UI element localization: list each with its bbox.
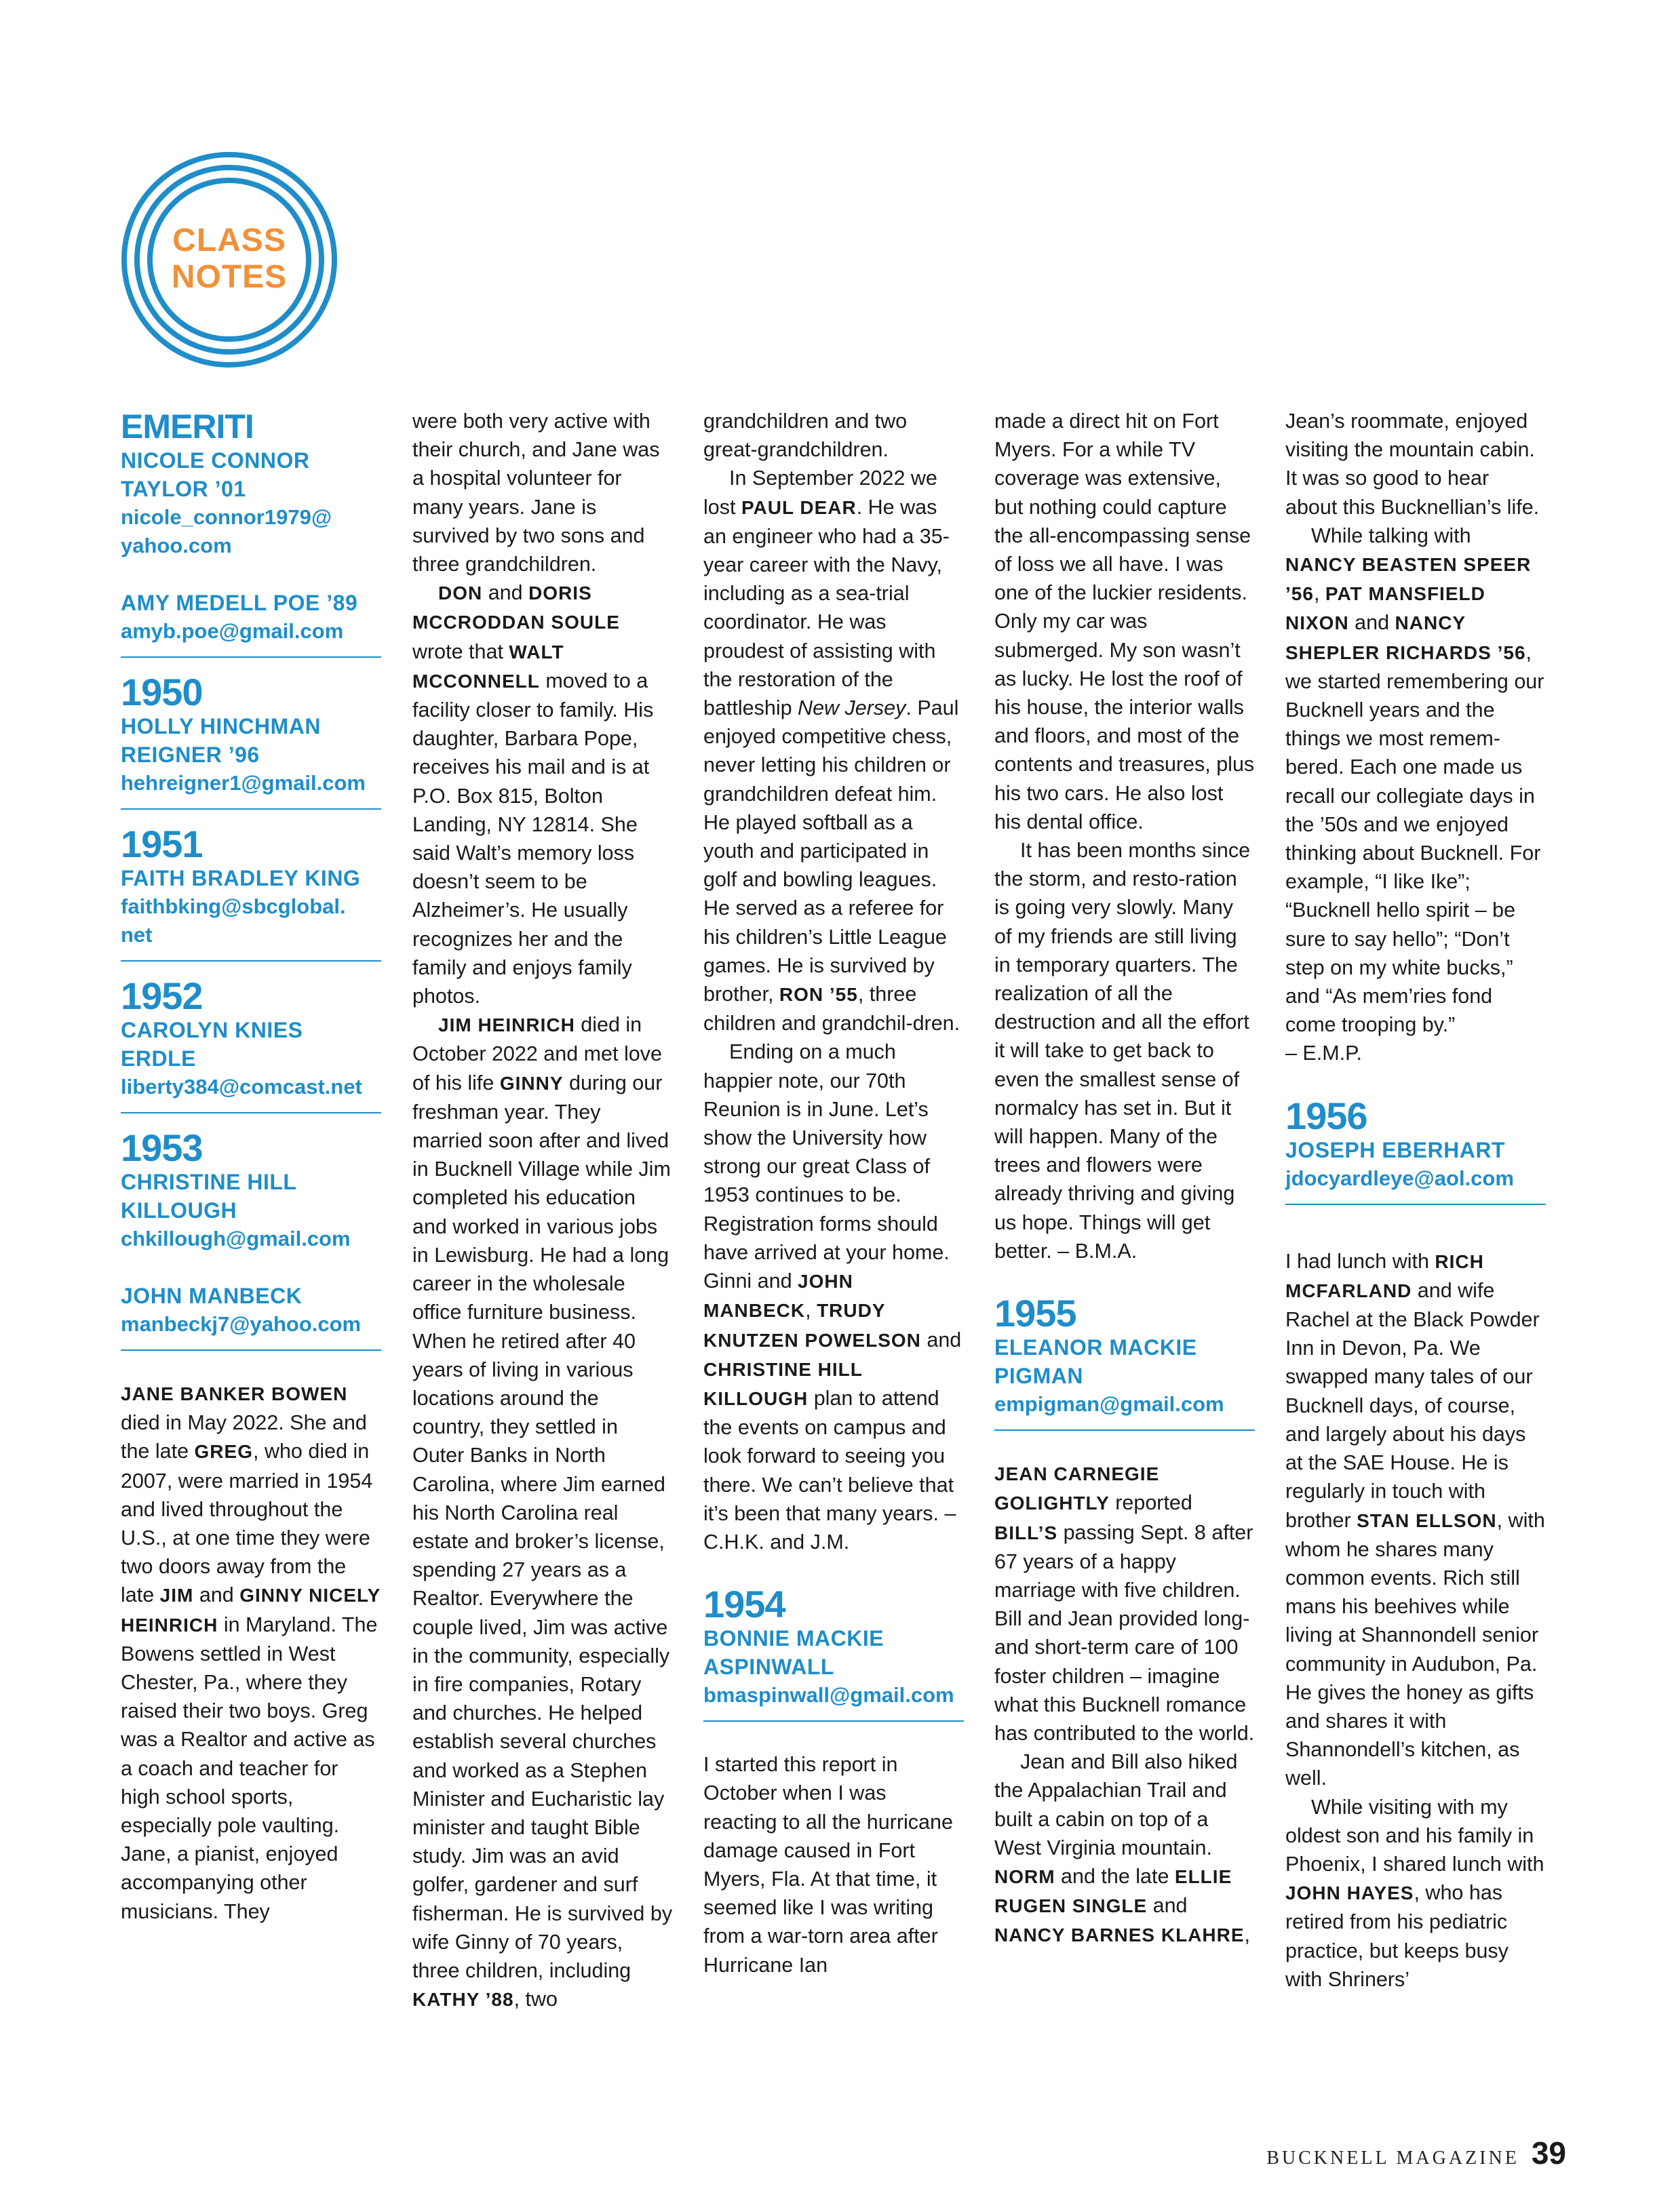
body-paragraph [412,578,673,1010]
person-name: JANE BANKER BOWEN [121,1383,348,1404]
body-text: Ending on a much happier note, our 70th Reunion is in June. Let’s show the University how strong our great Class of 1953 continues to be. Registration forms should have arrived at your home. Ginni and [703,1040,950,1293]
contact-name: CHRISTINE HILL KILLOUGH [121,1170,296,1223]
person-name: NANCY SHEPLER RICHARDS ’56 [1285,612,1526,663]
contact-name: FAITH BRADLEY KING [121,866,361,890]
class-notes-logo [121,151,338,368]
body-text: and the late [1055,1864,1175,1888]
contact-email[interactable]: nicole_connor1979@ yahoo.com [121,505,332,557]
person-name: TRUDY KNUTZEN POWELSON [703,1300,921,1351]
logo-line-1: CLASS [172,222,286,258]
person-name: RICH MCFARLAND [1285,1250,1484,1301]
person-name: GREG [194,1441,253,1463]
body-text: died in October 2022 and met love of his life [412,1013,662,1094]
body-paragraph [703,407,964,464]
body-text: In September 2022 we lost [703,467,937,519]
body-text: made a direct hit on Fort Myers. For a while TV coverage was extensive, but nothing could capture the all-encompassing sense of loss we all have. I was one of the luckier residents. Only my car was submerged. My son wasn’t as lucky. He lost the roof of his house, the interior walls and floors, and most of the contents and treasures, plus his two cars. He also lost his dental office. [994,410,1255,833]
body-text: plan to attend the events on campus and look forward to seeing you there. We can’t believe that it’s been that many years. – C.H.K. and J.M. [703,1386,956,1554]
class-year-heading: 1950 [121,671,203,713]
body-paragraph [412,407,673,578]
body-paragraph [703,1038,964,1556]
class-year-heading: 1956 [1285,1094,1367,1137]
body-paragraph [1285,1793,1546,1994]
section-divider [121,960,381,962]
person-name: GINNY [499,1072,564,1094]
person-name: JEAN CARNEGIE GOLIGHTLY [994,1463,1160,1514]
contact-name: JOSEPH EBERHART [1285,1137,1505,1162]
class-year-heading: 1954 [703,1583,785,1626]
body-text: were both very active with their church, and Jane was a hospital volunteer for many years. Jane is survived by two sons and three grandchildren. [412,410,660,576]
person-name: ELLIE RUGEN SINGLE [994,1865,1232,1917]
body-text: and [1348,611,1395,635]
body-paragraph [1285,407,1546,521]
page-footer [1266,2135,1566,2171]
body-text: moved to a facility closer to family. His daughter, Barbara Pope, receives his mail and is at P.O. Box 815, Bolton Landing, NY 12814. She said Walt’s memory loss doesn’t seem to be Alzheimer’s. He usually recognizes her and the family and enjoys family photos. [412,669,654,1008]
section-divider [1285,1204,1546,1205]
contact-name: CAROLYN KNIES ERDLE [121,1018,303,1071]
logo-line-2: NOTES [171,259,288,295]
body-text: and [1147,1894,1188,1918]
column-3 [703,407,964,1979]
contact-name: JOHN MANBECK [121,1284,303,1308]
body-text: I had lunch with [1285,1249,1435,1273]
class-year-heading: 1951 [121,823,203,865]
body-text: passing Sept. 8 after 67 years of a happy marriage with five children. Bill and Jean provided long- and short-term care of 100 foster children – imagine what this Bucknell romance has contributed to the world. [994,1520,1255,1745]
body-paragraph [994,1747,1255,1950]
body-text: While talking with [1311,524,1471,547]
body-text: grandchildren and two great-grandchildren. [703,410,908,462]
body-text: . Paul enjoyed competitive chess, never letting his children or grandchildren defeat him. He played softball as a youth and participated in golf and bowling leagues. He served as a referee for his children’s Little League games. He is survived by brother, [703,696,959,1006]
contact-name: NICOLE CONNOR TAYLOR ’01 [121,448,310,501]
contact-email[interactable]: jdocyardleye@aol.com [1285,1166,1514,1190]
body-text: It has been months since the storm, and resto-ration is going very slowly. Many of my friends are still living in temporary quarters. The realization of all the destruction and all the effort it will take to get back to even the smallest sense of normalcy has set in. But it will happen. Many of the trees and flowers were already thriving and giving us hope. Things will get better. – B.M.A. [994,839,1251,1263]
person-name: NANCY BEASTEN SPEER ’56 [1285,554,1532,605]
body-text: , who died in 2007, were married in 1954 and lived throughout the U.S., at one time they were two doors away from the late [121,1440,373,1607]
contact-email[interactable]: hehreigner1@gmail.com [121,771,366,795]
page-number: 39 [1531,2135,1566,2171]
class-year-heading: 1953 [121,1126,203,1169]
body-text: and [482,581,529,605]
person-name: JOHN MANBECK [703,1271,853,1322]
body-paragraph [1285,1247,1546,1793]
body-text: I started this report in October when I was reacting to all the hurricane damage caused in Fort Myers, Fla. At that time, it seemed like I was writing from a war-torn area after Hurricane Ian [703,1753,953,1977]
contact-name: HOLLY HINCHMAN REIGNER ’96 [121,714,322,767]
class-year-heading: 1955 [994,1292,1076,1335]
section-divider [121,808,381,810]
person-name: JIM [159,1585,194,1606]
contact-name: BONNIE MACKIE ASPINWALL [703,1626,884,1680]
person-name: GINNY NICELY HEINRICH [121,1585,381,1636]
contact-email[interactable]: amyb.poe@gmail.com [121,619,344,643]
section-divider [121,1349,381,1351]
body-text: , [1244,1923,1250,1947]
logo-title [121,222,338,296]
person-name: WALT MCCONNELL [412,641,564,692]
person-name: BILL’S [994,1522,1058,1543]
contact-email[interactable]: chkillough@gmail.com [121,1227,351,1250]
person-name: CHRISTINE HILL KILLOUGH [703,1358,863,1409]
body-paragraph [994,1459,1255,1747]
person-name: STAN ELLSON [1357,1509,1497,1531]
body-text: , we started remembering our Bucknell years and the things we most remem-bered. Each one made us recall our collegiate days in the ’50s and we enjoyed thinking about Bucknell. For example, “I like Ike”; “Bucknell hello spirit – be sure to say hello”; “Don’t step on my white bucks,” and “As mem’ries fond come trooping by.” [1285,640,1544,1037]
body-text: reported [1109,1491,1192,1515]
body-text: Jean’s roommate, enjoyed visiting the mountain cabin. It was so good to hear about this Bucknellian’s life. [1285,410,1540,519]
body-text: and [193,1583,240,1607]
person-name: JIM HEINRICH [438,1014,575,1036]
body-paragraph [703,1750,964,1979]
section-divider [994,1429,1255,1431]
contact-email[interactable]: faithbking@sbcglobal. net [121,894,346,947]
column-2 [412,407,673,2014]
body-text: , who has retired from his pediatric practice, but keeps busy with Shriners’ [1285,1881,1509,1991]
body-text: . He was an engineer who had a 35-year career with the Navy, including as a sea-trial coordinator. He was proudest of assisting with the restoration of the battleship [703,495,950,720]
body-text: and wife Rachel at the Black Powder Inn in Devon, Pa. We swapped many tales of our Bucknell days, of course, and largely about his days at the SAE House. He is regularly in touch with brother [1285,1278,1540,1532]
signature-line: – E.M.P. [1285,1042,1363,1065]
column-4 [994,407,1255,1950]
body-text: , [1313,582,1325,606]
body-paragraph [994,407,1255,836]
body-text: , with whom he shares many common events. Rich still mans his beehives while living at Shannondell senior community in Audubon, Pa. He gives the honey as gifts and shares it with Shannondell’s kitchen, as well. [1285,1508,1545,1790]
body-paragraph [703,464,964,1038]
body-text: died in May 2022. She and the late [121,1411,367,1463]
class-year-heading: 1952 [121,974,203,1017]
body-paragraph [121,1379,381,1926]
body-text: , two [513,1988,558,2011]
body-text: , [805,1299,817,1322]
ship-name: New Jersey [798,696,906,720]
person-name: NORM [994,1865,1055,1887]
body-text: and [920,1328,962,1351]
body-text: While visiting with my oldest son and his family in Phoenix, I shared lunch with [1285,1795,1544,1876]
body-text: during our freshman year. They married soon after and lived in Bucknell Village while Jim completed his education and worked in various jobs in Lewisburg. He had a long career in the wholesale office furniture business. When he retired after 40 years of living in various locations around the country, they settled in Outer Banks in North Carolina, where Jim earned his North Carolina real estate and broker’s license, spending 27 years as a Realtor. Everywhere the couple lived, Jim was active in the community, especially in fire companies, Rotary and churches. He helped establish several churches and worked as a Stephen Minister and Eucharistic lay minister and taught Bible study. Jim was an avid golfer, gardener and surf fisherman. He is survived by wife Ginny of 70 years, three children, including [412,1071,673,1982]
person-name: RON ’55 [779,984,858,1006]
section-heading-emeriti: EMERITI [121,408,254,446]
section-divider [121,656,381,658]
body-text: in Maryland. The Bowens settled in West Chester, Pa., where they raised their two boys. Greg was a Realtor and active as a coach and teacher for high school sports, especially pole vaulting. Jane, a pianist, enjoyed accompanying other musicians. They [121,1613,378,1923]
section-divider [121,1112,381,1113]
body-paragraph [994,836,1255,1265]
body-paragraph [412,1010,673,2014]
contact-name: ELEANOR MACKIE PIGMAN [994,1335,1197,1389]
person-name: JOHN HAYES [1285,1882,1414,1904]
column-5 [1285,407,1546,1994]
body-paragraph [1285,521,1546,1040]
person-name: KATHY ’88 [412,1989,514,2011]
contact-email[interactable]: manbeckj7@yahoo.com [121,1312,362,1336]
contact-email[interactable]: liberty384@comcast.net [121,1075,362,1099]
contact-name: AMY MEDELL POE ’89 [121,591,358,615]
person-name: PAUL DEAR [741,496,857,518]
magazine-name: BUCKNELL MAGAZINE [1266,2148,1519,2169]
person-name: NANCY BARNES KLAHRE [994,1924,1245,1946]
body-text: wrote that [412,639,509,663]
section-divider [703,1720,964,1722]
body-text: Jean and Bill also hiked the Appalachian Trail and built a cabin on top of a West Virginia mountain. [994,1750,1238,1859]
body-text: , three children and grandchil-dren. [703,983,960,1035]
person-name: PAT MANSFIELD NIXON [1285,583,1485,634]
column-1 [121,407,381,1926]
contact-email[interactable]: bmaspinwall@gmail.com [703,1683,954,1707]
contact-email[interactable]: empigman@gmail.com [994,1392,1224,1417]
person-name: DORIS MCCRODDAN SOULE [412,582,620,633]
person-name: DON [438,582,483,604]
